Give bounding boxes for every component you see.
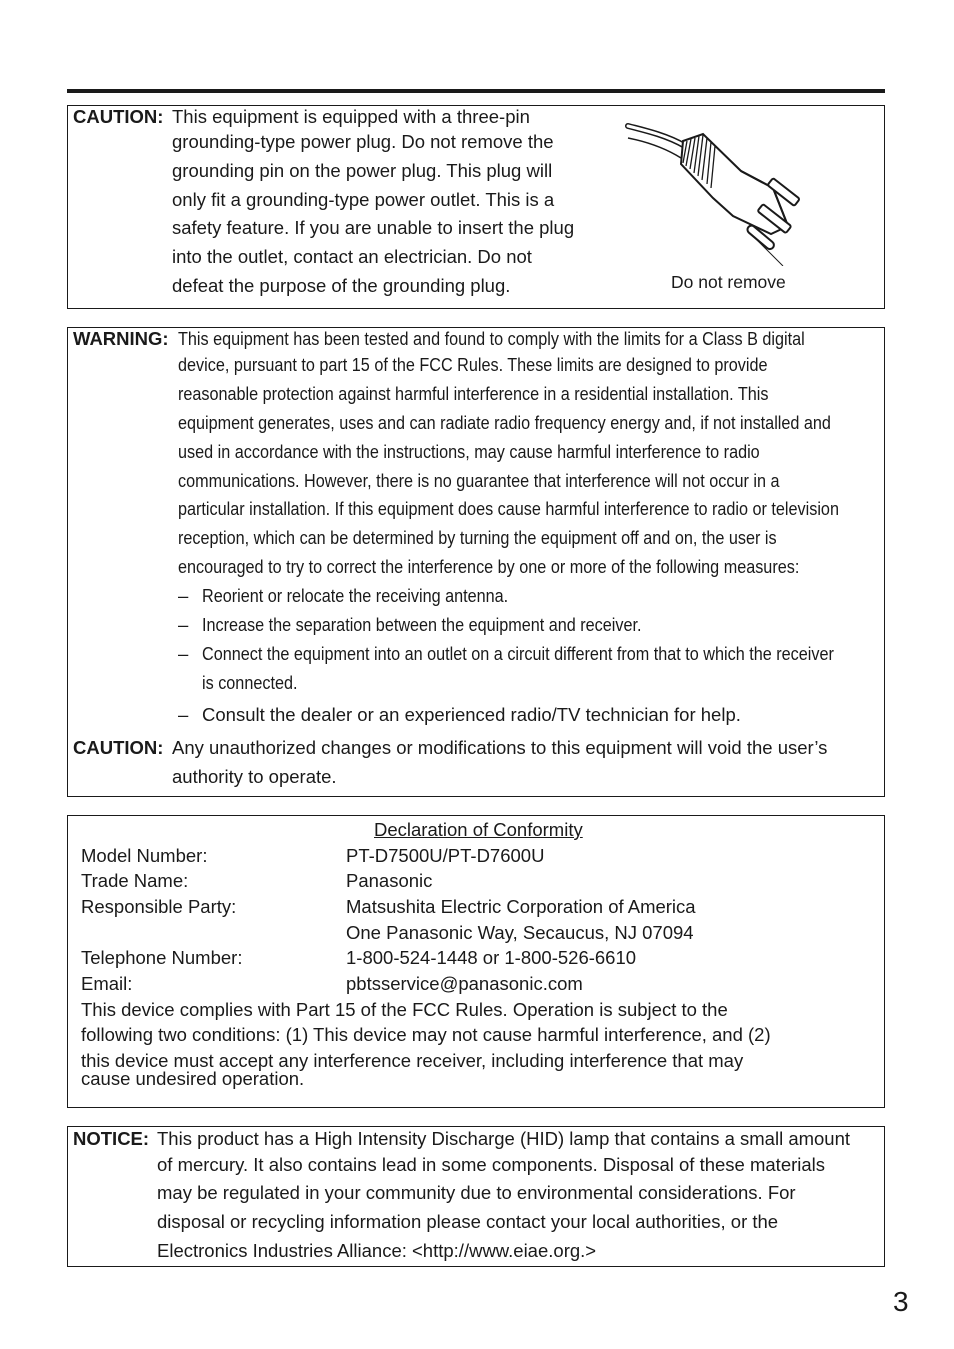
caution-line: into the outlet, contact an electrician. Do not [172, 246, 532, 267]
warning-line: equipment generates, uses and can radiate radio frequency energy and, if not installed and [178, 413, 831, 433]
declaration-box [67, 815, 885, 1108]
dash: – [178, 704, 189, 725]
plug-caption: Do not remove [671, 272, 786, 292]
caution-line: Any unauthorized changes or modifications to this equipment will void the user’s [172, 737, 828, 758]
caution-label: CAUTION: [73, 737, 164, 758]
page-number: 3 [893, 1286, 909, 1317]
warning-line: encouraged to try to correct the interference by one or more of the following measures: [178, 557, 800, 577]
row-label: Trade Name: [81, 870, 189, 891]
caution-line: safety feature. If you are unable to insert the plug [172, 217, 575, 238]
measure-item: is connected. [202, 673, 298, 693]
row-value: Matsushita Electric Corporation of America [346, 896, 696, 917]
notice-link-line: Electronics Industries Alliance: <http://www.eiae.org.> [157, 1240, 597, 1261]
warning-line: device, pursuant to part 15 of the FCC Rules. These limits are designed to provide [178, 355, 768, 375]
warning-line: used in accordance with the instructions, may cause harmful interference to radio [178, 442, 760, 462]
caution-line: only fit a grounding-type power outlet. This is a [172, 189, 555, 210]
notice-line: of mercury. It also contains lead in some components. Disposal of these materials [157, 1154, 826, 1175]
grounding-plug-illustration [623, 116, 823, 266]
row-label: Model Number: [81, 845, 208, 866]
caution-line: This equipment is equipped with a three-pin [172, 106, 530, 127]
row-label: Responsible Party: [81, 896, 237, 917]
warning-line: particular installation. If this equipment does cause harmful interference to radio or television [178, 499, 839, 519]
row-value: Panasonic [346, 870, 433, 891]
measure-item: Connect the equipment into an outlet on a circuit different from that to which the receiver [202, 644, 834, 664]
warning-label: WARNING: [73, 328, 169, 349]
warning-line: reasonable protection against harmful interference in a residential installation. This [178, 384, 769, 404]
notice-line: This product has a High Intensity Discharge (HID) lamp that contains a small amount [157, 1128, 851, 1149]
declaration-body-line: cause undesired operation. [81, 1068, 305, 1089]
notice-line: disposal or recycling information please contact your local authorities, or the [157, 1211, 779, 1232]
email-value: pbtsservice@panasonic.com [346, 973, 583, 994]
row-value: PT-D7500U/PT-D7600U [346, 845, 545, 866]
notice-box [67, 1126, 885, 1267]
caution-label: CAUTION: [73, 106, 164, 127]
warning-line: This equipment has been tested and found to comply with the limits for a Class B digital [178, 329, 805, 349]
row-label: Email: [81, 973, 133, 994]
dash: – [178, 585, 189, 606]
warning-line: reception, which can be determined by turning the equipment off and on, the user is [178, 528, 777, 548]
measure-item: Increase the separation between the equipment and receiver. [202, 615, 642, 635]
top-rule [67, 89, 885, 93]
dash: – [178, 614, 189, 635]
caution-line: grounding-type power plug. Do not remove the [172, 131, 554, 152]
declaration-title: Declaration of Conformity [374, 819, 583, 840]
warning-box [67, 327, 885, 797]
measure-item: Reorient or relocate the receiving antenna. [202, 586, 509, 606]
row-value: One Panasonic Way, Secaucus, NJ 07094 [346, 922, 694, 943]
warning-line: communications. However, there is no guarantee that interference will not occur in a [178, 471, 780, 491]
declaration-body-line: This device complies with Part 15 of the FCC Rules. Operation is subject to the [81, 999, 728, 1020]
caution-line: authority to operate. [172, 766, 337, 787]
notice-line: may be regulated in your community due to environmental considerations. For [157, 1182, 796, 1203]
notice-label: NOTICE: [73, 1128, 150, 1149]
row-value: 1-800-524-1448 or 1-800-526-6610 [346, 947, 637, 968]
declaration-body-line: this device must accept any interference receiver, including interference that may [81, 1050, 744, 1071]
consult-line: Consult the dealer or an experienced radio/TV technician for help. [202, 704, 741, 725]
row-label: Telephone Number: [81, 947, 243, 968]
dash: – [178, 643, 189, 664]
caution-box [67, 105, 885, 309]
caution-line: defeat the purpose of the grounding plug. [172, 275, 511, 296]
declaration-body-line: following two conditions: (1) This device may not cause harmful interference, and (2) [81, 1024, 771, 1045]
caution-line: grounding pin on the power plug. This plug will [172, 160, 553, 181]
